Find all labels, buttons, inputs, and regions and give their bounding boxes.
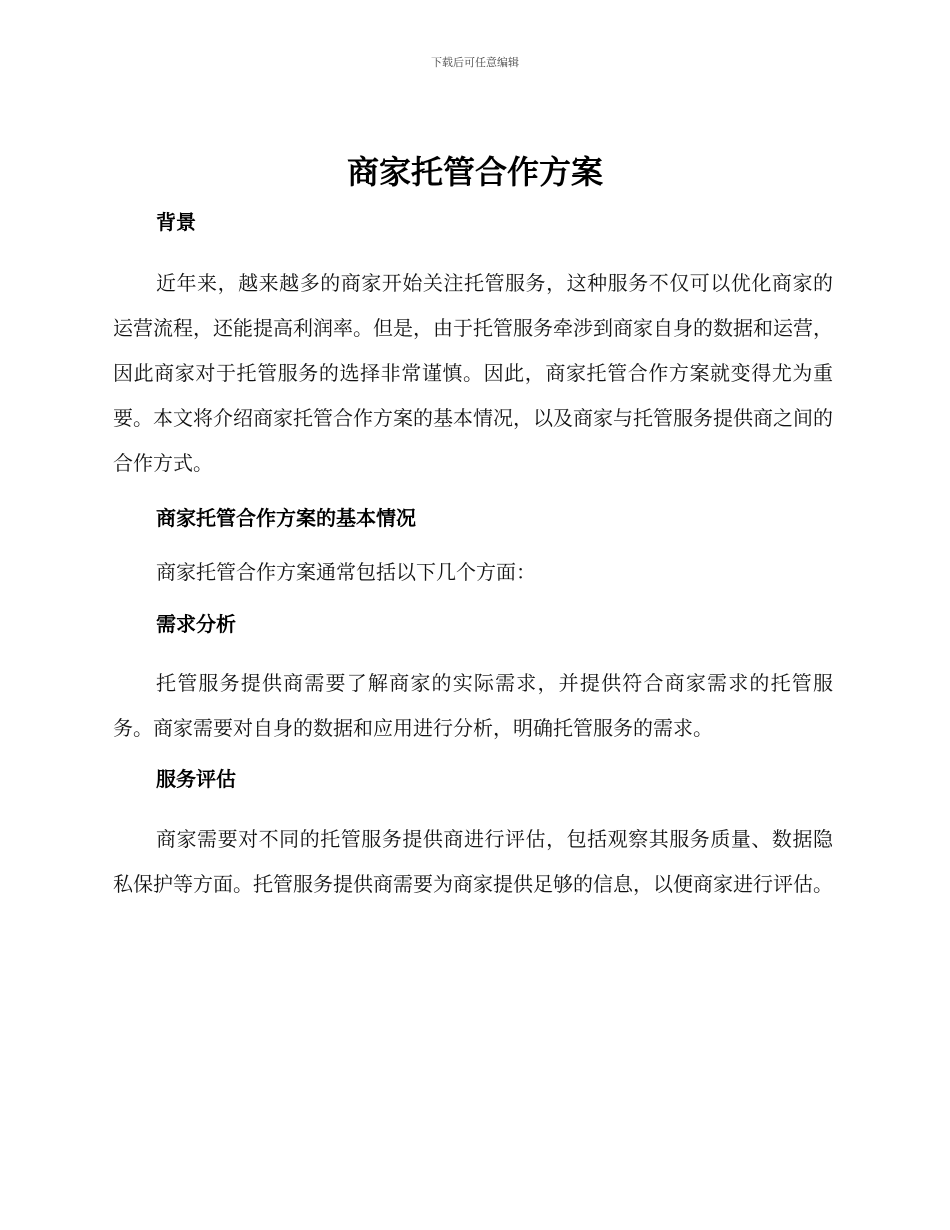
section-paragraph-service-evaluation: 商家需要对不同的托管服务提供商进行评估，包括观察其服务质量、数据隐私保护等方面。托管服务提供商需要为商家提供足够的信息，以便商家进行评估。 bbox=[113, 827, 833, 896]
section-heading-service-evaluation: 服务评估 bbox=[156, 767, 236, 791]
section-paragraph-background: 近年来，越来越多的商家开始关注托管服务，这种服务不仅可以优化商家的运营流程，还能提高利润率。但是，由于托管服务牵涉到商家自身的数据和运营，因此商家对于托管服务的选择非常谨慎。因此，商家托管合作方案就变得尤为重要。本文将介绍商家托管合作方案的基本情况，以及商家与托管服务提供商之间的合作方式。 bbox=[113, 271, 833, 475]
document-title: 商家托管合作方案 bbox=[346, 153, 603, 191]
section-paragraph-needs-analysis: 托管服务提供商需要了解商家的实际需求，并提供符合商家需求的托管服务。商家需要对自身的数据和应用进行分析，明确托管服务的需求。 bbox=[113, 671, 833, 740]
document-body bbox=[113, 206, 833, 907]
section-heading-needs-analysis: 需求分析 bbox=[156, 612, 236, 636]
header-note: 下载后可任意编辑 bbox=[431, 56, 519, 69]
section-heading-background: 背景 bbox=[156, 210, 196, 234]
section-paragraph-basic-info: 商家托管合作方案通常包括以下几个方面： bbox=[156, 560, 536, 584]
section-heading-basic-info: 商家托管合作方案的基本情况 bbox=[156, 506, 416, 530]
